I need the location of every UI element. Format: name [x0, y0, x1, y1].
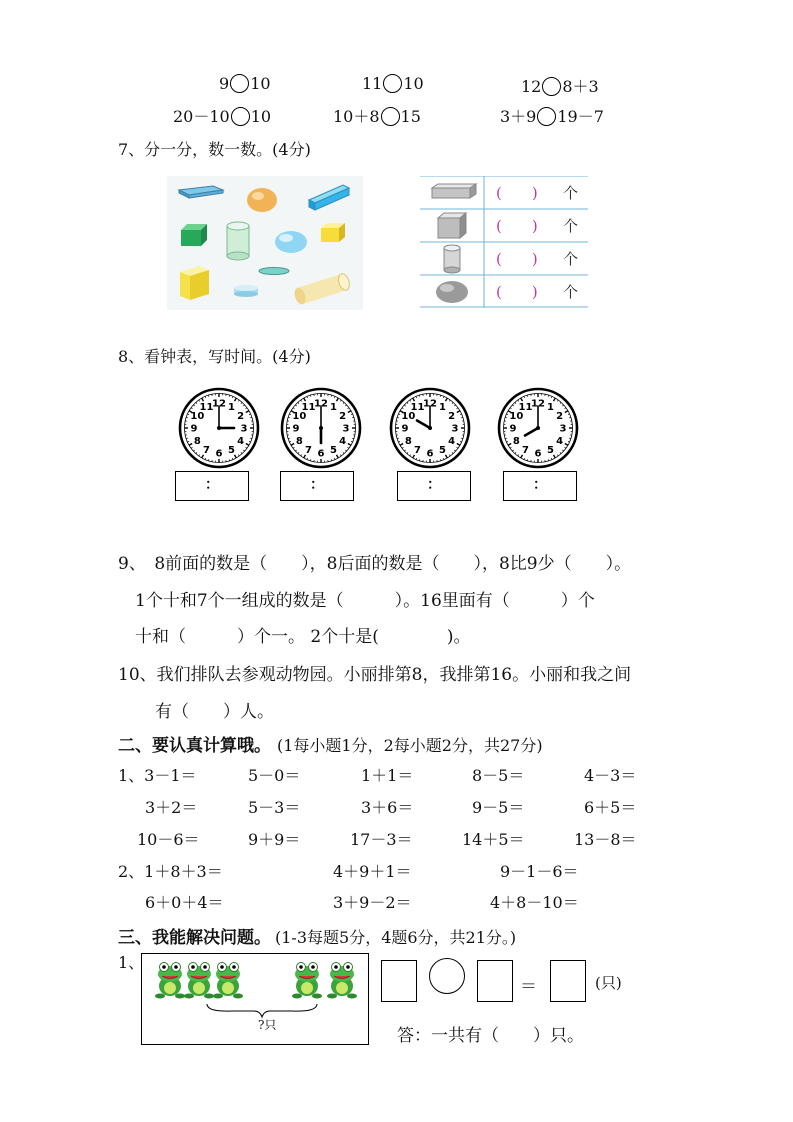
svg-text:1: 1 — [439, 401, 446, 413]
svg-text:12: 12 — [531, 398, 545, 410]
calc-item: 4－3＝ — [584, 766, 637, 785]
q9-line-1: 9、 8前面的数是（ ），8后面的数是（ ），8比9少（ ）。 — [118, 554, 632, 574]
svg-text:4: 4 — [556, 436, 564, 447]
svg-text:9: 9 — [401, 423, 409, 435]
calc-item: 6＋0＋4＝ — [145, 893, 224, 912]
svg-text:5: 5 — [330, 445, 337, 457]
count-row-cube — [420, 209, 588, 242]
count-blank[interactable]: ( ) — [496, 250, 538, 268]
cube-icon — [420, 209, 484, 242]
svg-text:2: 2 — [339, 411, 347, 422]
compare-circle[interactable] — [230, 74, 249, 93]
svg-text:3: 3 — [342, 423, 350, 435]
calc-item: 9＋9＝ — [248, 830, 301, 849]
svg-text:11: 11 — [410, 401, 425, 413]
count-row-sphere — [420, 275, 588, 308]
frog-question-label: ?只 — [258, 1018, 277, 1032]
assorted-shapes-icon — [167, 176, 363, 310]
compare-item: 3＋9 19－7 — [500, 107, 604, 126]
compare-item: 12 8＋3 — [521, 77, 599, 96]
svg-text:2: 2 — [237, 411, 245, 422]
time-answer-box[interactable]: ： — [175, 471, 249, 501]
compare-circle[interactable] — [381, 107, 400, 126]
svg-text:4: 4 — [339, 436, 347, 447]
compare-circle[interactable] — [383, 74, 402, 93]
svg-text:6: 6 — [215, 448, 223, 460]
svg-text:10: 10 — [190, 411, 205, 422]
calc-item: 17－3＝ — [350, 830, 413, 849]
svg-text:6: 6 — [534, 448, 542, 460]
svg-text:1: 1 — [228, 401, 235, 413]
svg-text:10: 10 — [509, 411, 524, 422]
svg-text:6: 6 — [426, 448, 434, 460]
compare-item: 10＋8 15 — [333, 107, 421, 126]
unit-label: 个 — [563, 283, 579, 301]
svg-text:3: 3 — [559, 423, 567, 435]
count-table — [420, 176, 588, 308]
time-answer-box[interactable]: ： — [397, 471, 471, 501]
calc-item: 9－1－6＝ — [500, 862, 579, 881]
calc-item: 4＋9＋1＝ — [333, 862, 412, 881]
clock-face-icon — [497, 387, 579, 469]
svg-text:9: 9 — [292, 423, 300, 435]
cuboid-icon — [420, 176, 484, 209]
compare-circle[interactable] — [537, 107, 556, 126]
svg-text:4: 4 — [237, 436, 245, 447]
question-number: 1、 — [118, 953, 145, 972]
clock-face-icon — [389, 387, 471, 469]
svg-text:12: 12 — [314, 398, 328, 410]
svg-text:4: 4 — [448, 436, 456, 447]
calc-item: 3＋2＝ — [145, 798, 198, 817]
count-row-cuboid — [420, 176, 588, 209]
shapes-picture — [167, 176, 363, 310]
calc-item: 14＋5＝ — [462, 830, 525, 849]
calc-item: 3＋6＝ — [361, 798, 414, 817]
svg-text:11: 11 — [199, 401, 214, 413]
svg-text:7: 7 — [203, 445, 210, 457]
count-row-cylinder — [420, 242, 588, 275]
count-blank[interactable]: ( ) — [496, 184, 538, 202]
svg-text:10: 10 — [401, 411, 416, 422]
answer-box[interactable] — [477, 960, 513, 1002]
sphere-icon — [420, 275, 484, 308]
svg-text:6: 6 — [317, 448, 325, 460]
time-answer-box[interactable]: ： — [280, 471, 354, 501]
svg-text:2: 2 — [556, 411, 564, 422]
calc-item: 1＋1＝ — [361, 766, 414, 785]
calc-item: 5－3＝ — [248, 798, 301, 817]
compare-item: 20－10 10 — [173, 107, 272, 126]
svg-text:3: 3 — [451, 423, 459, 435]
svg-text:11: 11 — [301, 401, 316, 413]
svg-text:2: 2 — [448, 411, 456, 422]
count-blank[interactable]: ( ) — [496, 283, 538, 301]
answer-sentence: 答：一共有（ ）只。 — [397, 1026, 584, 1046]
calc-item: 3＋9－2＝ — [333, 893, 412, 912]
answer-box[interactable] — [381, 960, 417, 1002]
svg-text:10: 10 — [292, 411, 307, 422]
section-2-heading: 二、要认真计算哦。 (1每小题1分，2每小题2分，共27分) — [118, 736, 543, 756]
svg-text:8: 8 — [404, 436, 412, 447]
compare-item: 11 10 — [362, 74, 424, 93]
svg-text:9: 9 — [190, 423, 198, 435]
svg-text:9: 9 — [509, 423, 517, 435]
unit-label: 个 — [563, 250, 579, 268]
q9-line-2: 1个十和7个一组成的数是（ ）。16里面有（ ）个 — [135, 591, 595, 611]
svg-text:5: 5 — [547, 445, 554, 457]
svg-text:5: 5 — [228, 445, 235, 457]
unit-label: 个 — [563, 184, 579, 202]
calc-item: 4＋8－10＝ — [490, 893, 579, 912]
equals-sign: ＝ — [520, 977, 537, 997]
svg-text:11: 11 — [518, 401, 533, 413]
calc-item: 2、1＋8＋3＝ — [118, 862, 223, 881]
clock-face-icon — [178, 387, 260, 469]
svg-text:7: 7 — [414, 445, 421, 457]
q10-line-2: 有（ ）人。 — [155, 702, 274, 722]
time-answer-box[interactable]: ： — [503, 471, 577, 501]
calc-item: 6＋5＝ — [584, 798, 637, 817]
compare-circle[interactable] — [542, 77, 561, 96]
cylinder-icon — [420, 242, 484, 275]
svg-text:5: 5 — [439, 445, 446, 457]
svg-text:12: 12 — [423, 398, 437, 410]
section-3-heading: 三、我能解决问题。 (1-3每题5分，4题6分，共21分。) — [118, 928, 517, 948]
calc-item: 8－5＝ — [472, 766, 525, 785]
compare-item: 9 10 — [219, 74, 271, 93]
q9-line-3: 十和（ ）个一。 2个十是( )。 — [135, 627, 471, 647]
svg-text:8: 8 — [512, 436, 520, 447]
answer-box[interactable] — [550, 960, 586, 1002]
unit-label: 个 — [563, 217, 579, 235]
calc-item: 1、3－1＝ — [118, 766, 197, 785]
count-blank[interactable]: ( ) — [496, 217, 538, 235]
calc-item: 10－6＝ — [137, 830, 200, 849]
svg-text:1: 1 — [330, 401, 337, 413]
operator-circle[interactable] — [429, 958, 465, 994]
svg-text:7: 7 — [522, 445, 529, 457]
svg-text:12: 12 — [212, 398, 226, 410]
calc-item: 9－5＝ — [472, 798, 525, 817]
clock-face-icon — [280, 387, 362, 469]
svg-text:7: 7 — [305, 445, 312, 457]
svg-text:1: 1 — [547, 401, 554, 413]
calc-item: 5－0＝ — [248, 766, 301, 785]
frog-icon — [142, 954, 368, 1044]
svg-text:3: 3 — [240, 423, 248, 435]
frog-picture — [141, 953, 369, 1045]
svg-text:8: 8 — [193, 436, 201, 447]
unit-label: (只) — [595, 974, 622, 992]
q7-title: 7、分一分，数一数。(4分) — [118, 140, 311, 159]
compare-circle[interactable] — [231, 107, 250, 126]
q10-line-1: 10、我们排队去参观动物园。小丽排第8，我排第16。小丽和我之间 — [118, 665, 632, 685]
svg-text:8: 8 — [295, 436, 303, 447]
calc-item: 13－8＝ — [574, 830, 637, 849]
q8-title: 8、看钟表，写时间。(4分) — [118, 347, 311, 366]
